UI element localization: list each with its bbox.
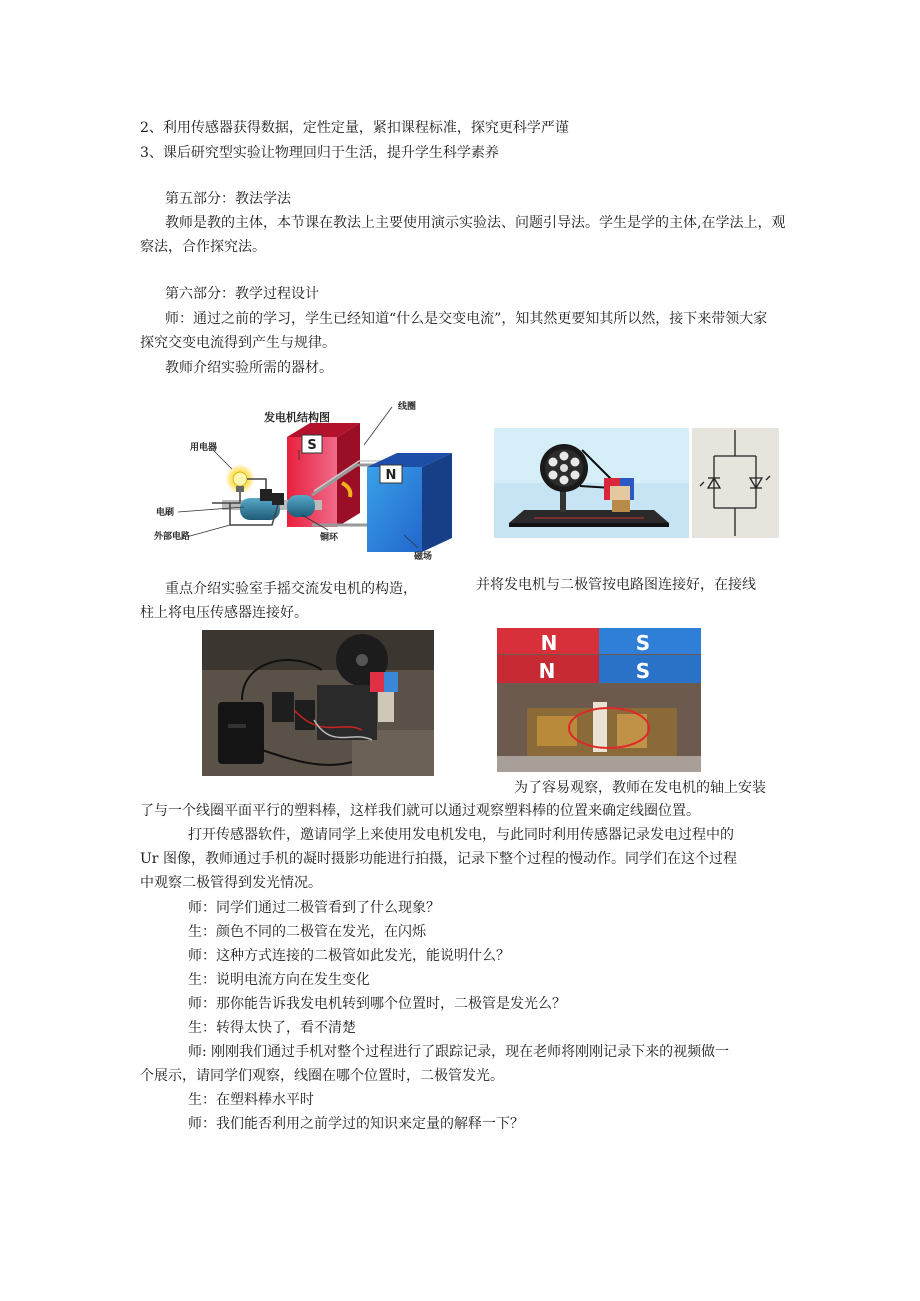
dialogue-4: 生：说明电流方向在发生变化	[188, 972, 370, 988]
diagram-title: 发电机结构图	[264, 411, 330, 424]
diode-circuit-diagram	[692, 428, 779, 538]
dialogue-9: 师：我们能否利用之前学过的知识来定量的解释一下？	[188, 1116, 524, 1132]
dialogue-7-line-1: 师: 刚刚我们通过手机对整个过程进行了跟踪记录，现在老师将刚刚记录下来的视频做一	[188, 1044, 730, 1060]
hand-crank-generator-photo	[494, 428, 689, 538]
magnet-s-top: S	[635, 631, 651, 655]
paragraph-sensor-line-3: 中观察二极管得到发光情况。	[140, 875, 322, 891]
caption-plastic-rod-line-1: 为了容易观察，教师在发电机的轴上安装	[514, 780, 766, 796]
label-magnetic-field: 磁场	[414, 552, 433, 562]
label-coil: 线圈	[398, 402, 417, 412]
paragraph-sensor-line-2: Ur 图像，教师通过手机的凝时摄影功能进行拍摄，记录下整个过程的慢动作。同学们在这个过程	[140, 851, 737, 867]
dialogue-6: 生：转得太快了，看不清楚	[188, 1020, 356, 1036]
s-pole-label: S	[307, 438, 317, 453]
dialogue-1: 师：同学们通过二极管看到了什么现象？	[188, 900, 440, 916]
dialogue-5: 师：那你能告诉我发电机转到哪个位置时，二极管是发光么？	[188, 996, 566, 1012]
label-external-circuit: 外部电路	[154, 532, 191, 542]
section-6-paragraph-line-2: 探究交变电流得到产生与规律。	[140, 335, 336, 351]
caption-generator-line-2: 柱上将电压传感器连接好。	[140, 605, 308, 621]
label-brush: 电刷	[156, 508, 175, 518]
caption-generator-line-1: 重点介绍实验室手摇交流发电机的构造，	[165, 581, 417, 597]
magnet-coil-closeup-photo	[497, 628, 701, 772]
section-5-paragraph-line-1: 教师是教的主体，本节课在教法上主要使用演示实验法、问题引导法。学生是学的主体,在学法上，观	[165, 215, 786, 231]
label-appliance: 用电器	[190, 443, 218, 453]
caption-circuit-connection: 并将发电机与二极管按电路图连接好，在接线	[476, 577, 756, 593]
section-6-paragraph-line-1: 师：通过之前的学习，学生已经知道“什么是交变电流”，知其然更要知其所以然，接下来带领大家	[165, 311, 768, 327]
n-pole-label: N	[385, 468, 397, 483]
dialogue-7-line-2: 个展示，请同学们观察，线圈在哪个位置时，二极管发光。	[140, 1068, 504, 1084]
magnet-n-top: N	[540, 631, 558, 655]
dialogue-3: 师：这种方式连接的二极管如此发光，能说明什么？	[188, 948, 510, 964]
section-5-paragraph-line-2: 察法，合作探究法。	[140, 239, 266, 255]
dialogue-2: 生：颜色不同的二极管在发光，在闪烁	[188, 924, 426, 940]
section-6-title: 第六部分：教学过程设计	[165, 286, 319, 302]
magnet-s-bottom: S	[635, 659, 651, 683]
point-2: 2、利用传感器获得数据，定性定量，紧扣课程标准，探究更科学严谨	[140, 120, 569, 136]
magnet-n-bottom: N	[538, 659, 556, 683]
label-copper-ring: 铜环	[320, 533, 339, 543]
dialogue-8: 生：在塑料棒水平时	[188, 1092, 314, 1108]
sensor-setup-photo	[202, 630, 434, 776]
point-3: 3、课后研究型实验让物理回归于生活，提升学生科学素养	[140, 145, 499, 161]
section-5-title: 第五部分：教法学法	[165, 191, 291, 207]
paragraph-sensor-line-1: 打开传感器软件，邀请同学上来使用发电机发电，与此同时利用传感器记录发电过程中的	[188, 827, 734, 843]
caption-plastic-rod-line-2: 了与一个线圈平面平行的塑料棒，这样我们就可以通过观察塑料棒的位置来确定线圈位置。	[140, 803, 700, 819]
generator-structure-diagram	[152, 395, 452, 565]
section-6-paragraph-2: 教师介绍实验所需的器材。	[165, 360, 333, 376]
